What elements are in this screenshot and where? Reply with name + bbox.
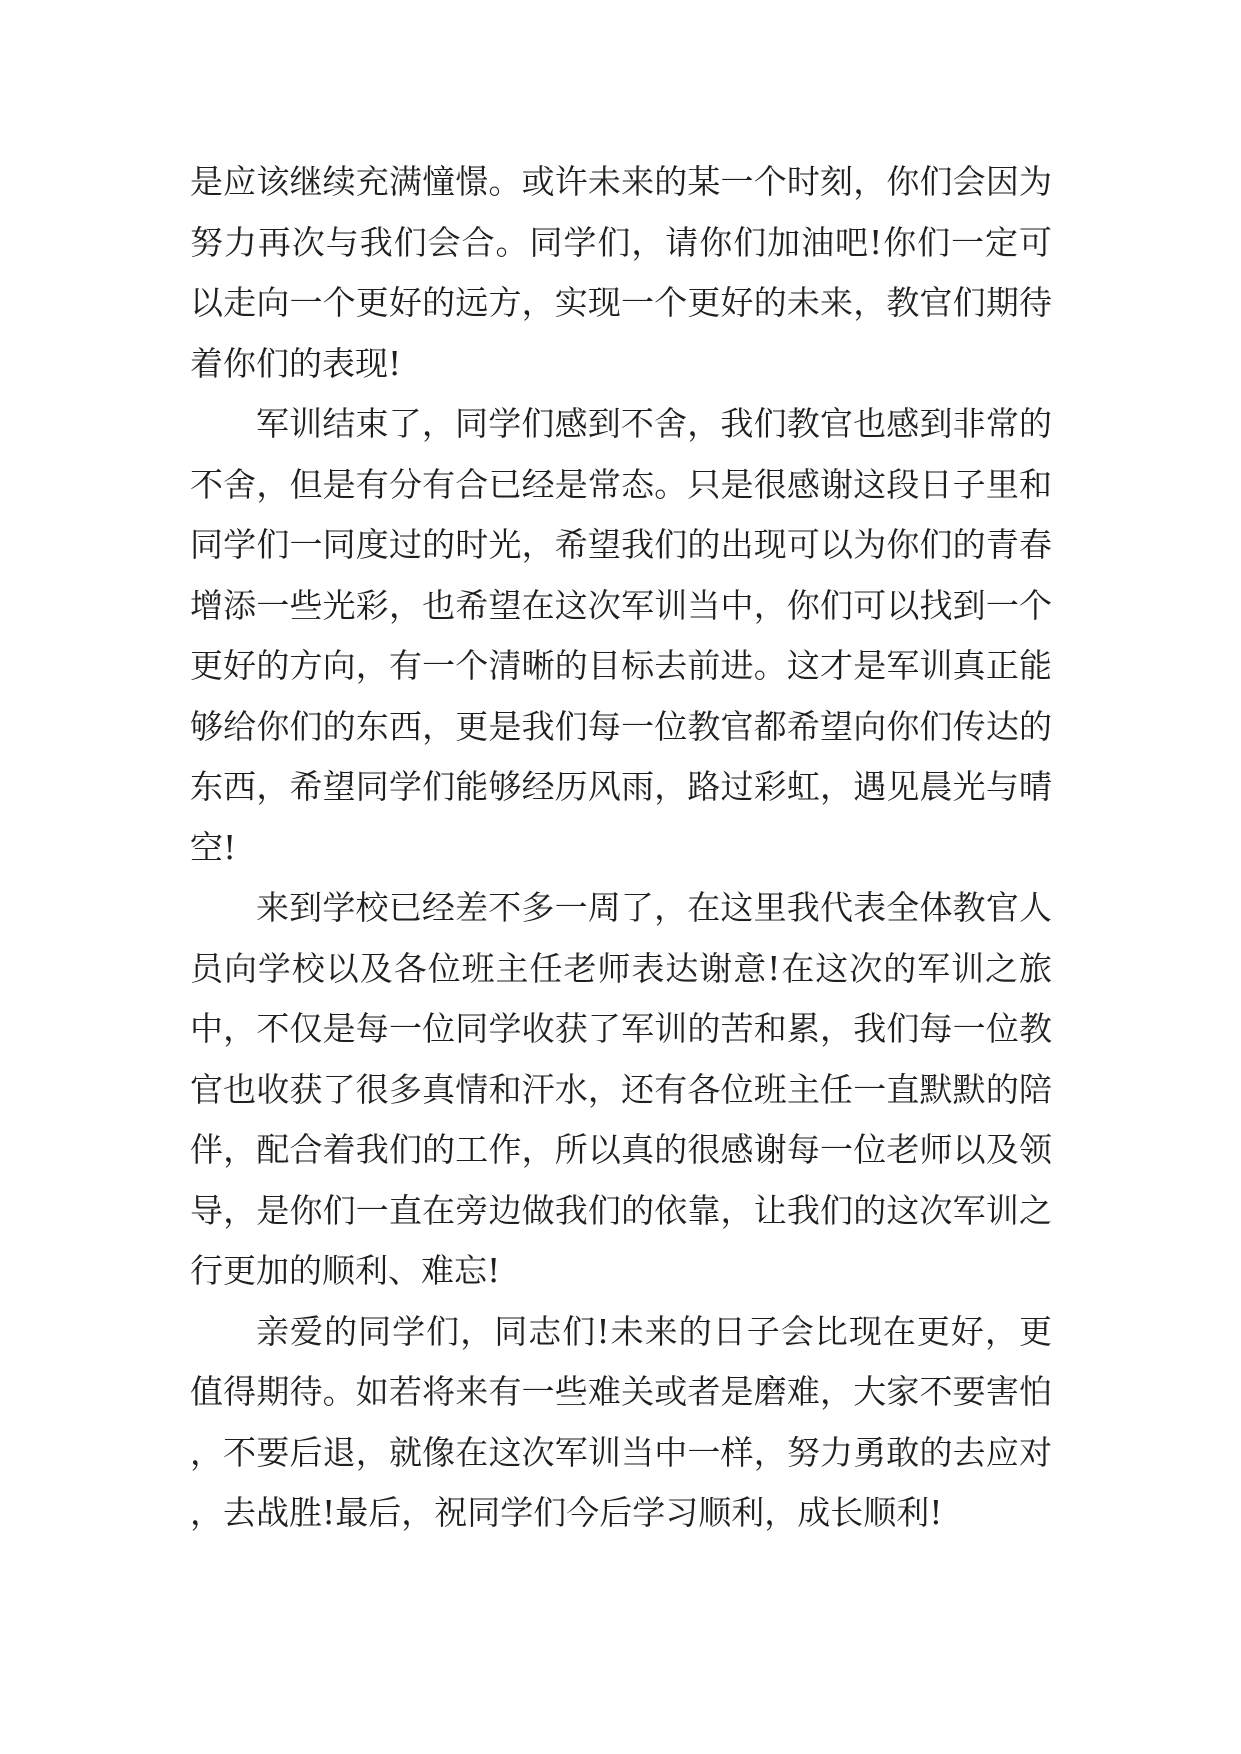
document-body <box>190 152 1052 1544</box>
paragraph-4: 亲爱的同学们，同志们!未来的日子会比现在更好，更值得期待。如若将来有一些难关或者是磨难，大家不要害怕，不要后退，就像在这次军训当中一样，努力勇敢的去应对，去战胜!最后，祝同学们今后学习顺利，成长顺利! <box>190 1311 1052 1532</box>
paragraph-2: 军训结束了，同学们感到不舍，我们教官也感到非常的不舍，但是有分有合已经是常态。只是很感谢这段日子里和同学们一同度过的时光，希望我们的出现可以为你们的青春增添一些光彩，也希望在这次军训当中，你们可以找到一个更好的方向，有一个清晰的目标去前进。这才是军训真正能够给你们的东西，更是我们每一位教官都希望向你们传达的东西，希望同学们能够经历风雨，路过彩虹，遇见晨光与晴空! <box>190 404 1052 867</box>
paragraph-3: 来到学校已经差不多一周了，在这里我代表全体教官人员向学校以及各位班主任老师表达谢意!在这次的军训之旅中，不仅是每一位同学收获了军训的苦和累，我们每一位教官也收获了很多真情和汗水，还有各位班主任一直默默的陪伴，配合着我们的工作，所以真的很感谢每一位老师以及领导，是你们一直在旁边做我们的依靠，让我们的这次军训之行更加的顺利、难忘! <box>190 888 1052 1290</box>
paragraph-1: 是应该继续充满憧憬。或许未来的某一个时刻，你们会因为努力再次与我们会合。同学们，请你们加油吧!你们一定可以走向一个更好的远方，实现一个更好的未来，教官们期待着你们的表现! <box>190 162 1052 383</box>
